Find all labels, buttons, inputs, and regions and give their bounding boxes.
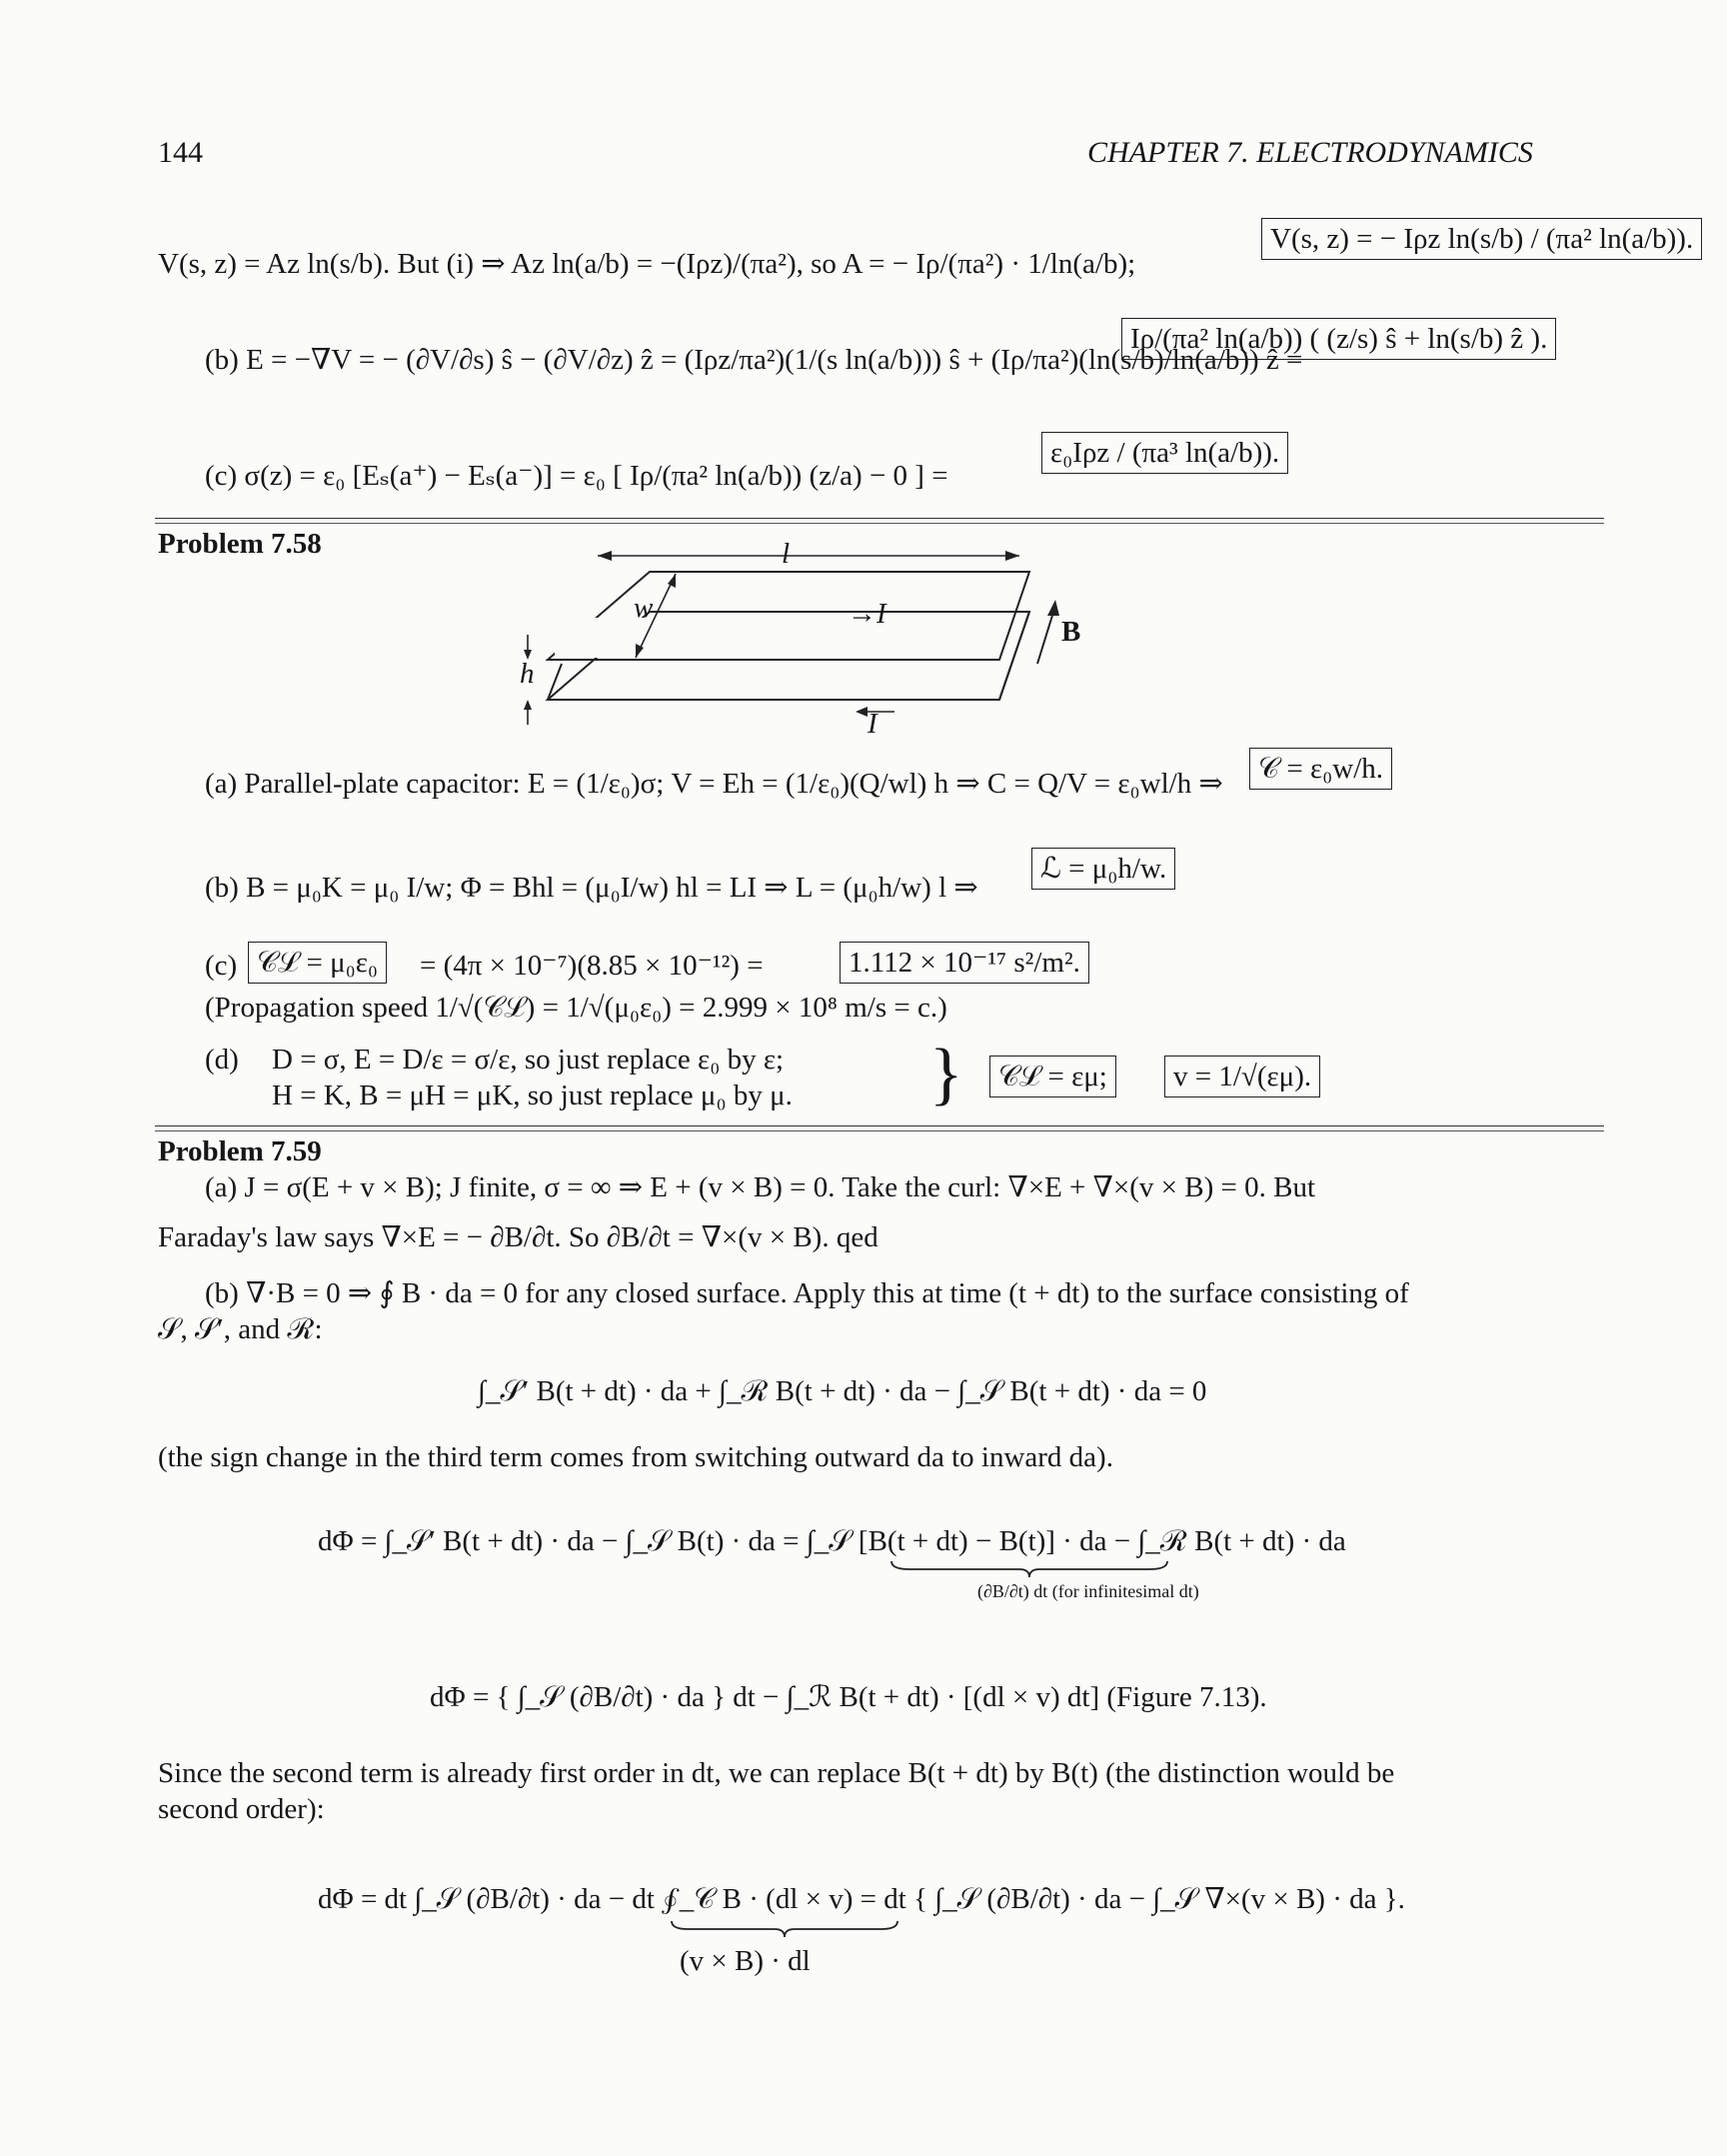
section-rule bbox=[155, 518, 1604, 519]
prev-line-1: V(s, z) = Az ln(s/b). But (i) ⇒ Az ln(a/b) = −(Iρz)/(πa²), so A = − Iρ/(πa²) · 1/ln(a/b); bbox=[158, 248, 1136, 280]
problem-7-58-part-d-box-2: v = 1/√(εμ). bbox=[1164, 1056, 1320, 1097]
equation-dphi-2: dΦ = { ∫_𝒮 (∂B/∂t) · da } dt − ∫_ℛ B(t + dt) · [(dl × v) dt] (Figure 7.13). bbox=[430, 1681, 1267, 1713]
problem-7-59-part-a-line-2: Faraday's law says ∇×E = − ∂B/∂t. So ∂B/∂t = ∇×(v × B). qed bbox=[158, 1221, 878, 1253]
underbrace-annotation: (v × B) · dl bbox=[680, 1945, 811, 1977]
equation-dphi-1: dΦ = ∫_𝒮′ B(t + dt) · da − ∫_𝒮 B(t) · da = ∫_𝒮 [B(t + dt) − B(t)] · da − ∫_ℛ B(t + dt) · da bbox=[318, 1525, 1346, 1557]
problem-7-58-part-a-result: 𝒞 = ε₀w/h. bbox=[1249, 748, 1392, 790]
prev-part-c: (c) σ(z) = ε₀ [Eₛ(a⁺) − Eₛ(a⁻)] = ε₀ [ Iρ/(πa² ln(a/b)) (z/a) − 0 ] = bbox=[205, 460, 948, 492]
parallel-plate-figure bbox=[500, 540, 1099, 740]
problem-7-58-part-c-middle: = (4π × 10⁻⁷)(8.85 × 10⁻¹²) = bbox=[420, 950, 764, 982]
underbrace bbox=[889, 1559, 1169, 1579]
problem-7-58-part-c-box-1: 𝒞ℒ = μ₀ε₀ bbox=[248, 942, 387, 984]
problem-7-58-part-c-label: (c) bbox=[205, 950, 238, 982]
since-line-1: Since the second term is already first order in dt, we can replace B(t + dt) by B(t) (the distinction would be bbox=[158, 1757, 1395, 1789]
problem-7-59-title: Problem 7.59 bbox=[158, 1135, 322, 1167]
section-rule bbox=[155, 1125, 1604, 1126]
prev-line-1-result: V(s, z) = − Iρz ln(s/b) / (πa² ln(a/b)). bbox=[1261, 218, 1702, 260]
problem-7-58-part-b-result: ℒ = μ₀h/w. bbox=[1031, 848, 1175, 890]
fig-label-l: l bbox=[782, 538, 791, 570]
section-rule bbox=[155, 523, 1604, 524]
problem-7-58-title: Problem 7.58 bbox=[158, 528, 322, 560]
fig-label-current-top: →I bbox=[848, 598, 886, 630]
prev-part-b-result: Iρ/(πa² ln(a/b)) ( (z/s) ŝ + ln(s/b) ẑ ). bbox=[1121, 318, 1556, 360]
fig-label-h: h bbox=[520, 658, 535, 690]
problem-7-58-part-d-line-2: H = K, B = μH = μK, so just replace μ₀ by μ. bbox=[272, 1079, 793, 1111]
problem-7-58-part-d-line-1: D = σ, E = D/ε = σ/ε, so just replace ε₀ by ε; bbox=[272, 1044, 785, 1076]
fig-label-w: w bbox=[634, 592, 654, 624]
problem-7-58-part-d-box-1: 𝒞ℒ = εμ; bbox=[989, 1056, 1116, 1097]
prev-part-c-result: ε₀Iρz / (πa³ ln(a/b)). bbox=[1041, 432, 1288, 474]
problem-7-58-part-b: (b) B = μ₀K = μ₀ I/w; Φ = Bhl = (μ₀I/w) hl = LI ⇒ L = (μ₀h/w) l ⇒ bbox=[205, 872, 978, 904]
equation-dphi-3: dΦ = dt ∫_𝒮 (∂B/∂t) · da − dt ∮_𝒞 B · (dl × v) = dt { ∫_𝒮 (∂B/∂t) · da − ∫_𝒮 ∇×(v × B) · da }. bbox=[318, 1883, 1405, 1915]
underbrace-annotation: (∂B/∂t) dt (for infinitesimal dt) bbox=[977, 1581, 1199, 1601]
section-rule bbox=[155, 1130, 1604, 1131]
right-brace: } bbox=[929, 1036, 963, 1112]
prev-part-b: (b) E = −∇V = − (∂V/∂s) ŝ − (∂V/∂z) ẑ = (Iρz/πa²)(1/(s ln(a/b))) ŝ + (Iρ/πa²)(ln(s/b)/ln(a/b)) ẑ = bbox=[205, 344, 1303, 376]
problem-7-59-part-b-line-1: (b) ∇·B = 0 ⇒ ∮ B · da = 0 for any closed surface. Apply this at time (t + dt) to the surface consisting of bbox=[205, 1277, 1409, 1309]
sign-change-note: (the sign change in the third term comes from switching outward da to inward da). bbox=[158, 1441, 1113, 1473]
problem-7-58-part-c-box-2: 1.112 × 10⁻¹⁷ s²/m². bbox=[840, 942, 1089, 984]
problem-7-58-part-a: (a) Parallel-plate capacitor: E = (1/ε₀)σ; V = Eh = (1/ε₀)(Q/wl) h ⇒ C = Q/V = ε₀wl/h ⇒ bbox=[205, 768, 1223, 800]
fig-label-B: B bbox=[1061, 616, 1081, 648]
underbrace bbox=[670, 1919, 899, 1939]
problem-7-59-part-b-line-2: 𝒮, 𝒮′, and ℛ: bbox=[158, 1313, 323, 1345]
problem-7-58-propagation-speed: (Propagation speed 1/√(𝒞ℒ) = 1/√(μ₀ε₀) = 2.999 × 10⁸ m/s = c.) bbox=[205, 992, 947, 1024]
fig-label-current-bottom: I bbox=[867, 708, 877, 740]
problem-7-59-part-a-line-1: (a) J = σ(E + v × B); J finite, σ = ∞ ⇒ E + (v × B) = 0. Take the curl: ∇×E + ∇×(v × B) = 0. But bbox=[205, 1171, 1316, 1203]
since-line-2: second order): bbox=[158, 1793, 325, 1825]
page-number: 144 bbox=[158, 136, 203, 169]
problem-7-58-part-d-label: (d) bbox=[205, 1044, 239, 1076]
equation-flux-surfaces: ∫_𝒮′ B(t + dt) · da + ∫_ℛ B(t + dt) · da − ∫_𝒮 B(t + dt) · da = 0 bbox=[478, 1375, 1207, 1407]
chapter-heading: CHAPTER 7. ELECTRODYNAMICS bbox=[1087, 136, 1533, 169]
